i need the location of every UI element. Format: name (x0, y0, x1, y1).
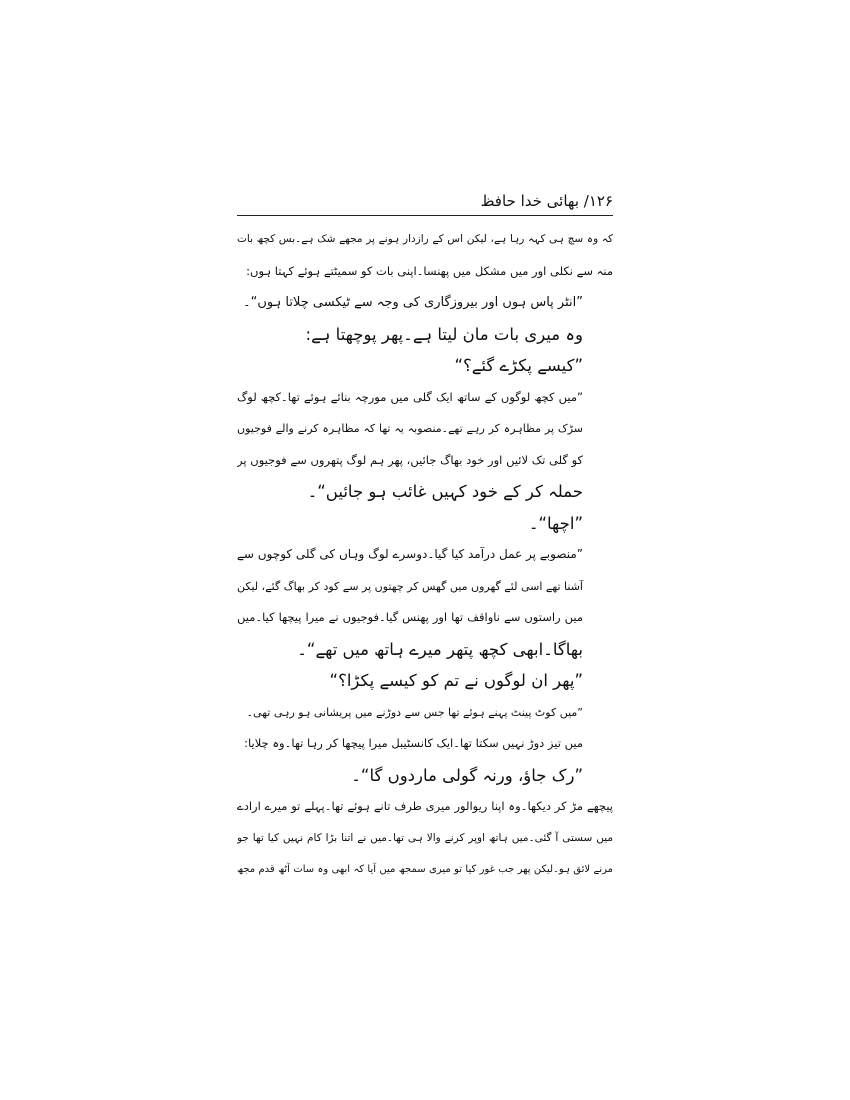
text-line: ”منصوبے پر عمل درآمد کیا گیا۔دوسرے لوگ وہاں کی گلی کوچوں سے (237, 547, 583, 561)
text-line: ”میں کچھ لوگوں کے ساتھ ایک گلی میں مورچہ بنائے ہوئے تھا۔کچھ لوگ (237, 389, 583, 404)
text-line: ”پھر ان لوگوں نے تم کو کیسے پکڑا؟“ (329, 671, 583, 690)
text-line: میں راستوں سے ناواقف تھا اور پھنس گیا۔فوجیوں نے میرا پیچھا کیا۔میں (237, 610, 583, 624)
text-line: ”اچھا“۔ (528, 513, 583, 533)
text-line: پیچھے مڑ کر دیکھا۔وہ اپنا ریوالور میری طرف تانے ہوئے تھا۔پہلے تو میرے ارادے (237, 799, 613, 813)
text-line: منہ سے نکلی اور میں مشکل میں پھنسا۔اپنی بات کو سمیٹتے ہوئے کہتا ہوں: (246, 263, 613, 278)
text-line: وہ میری بات مان لیتا ہے۔پھر پوچھتا ہے: (305, 324, 583, 344)
text-line: کہ وہ سچ ہی کہہ رہا ہے، لیکن اس کے رازدار ہونے پر مجھے شک ہے۔بس کچھ بات (237, 233, 613, 245)
text-line: ”کیسے پکڑے گئے؟“ (454, 356, 583, 375)
text-line: میں تیز دوڑ نہیں سکتا تھا۔ایک کانسٹیبل میرا پیچھا کر رہا تھا۔وہ چلایا: (244, 736, 583, 750)
text-line: مرنے لائق ہو۔لیکن پھر جب غور کیا تو میری سمجھ میں آیا کہ ابھی وہ سات آٹھ قدم مجھ (237, 864, 613, 875)
text-line: بھاگا۔ابھی کچھ پتھر میرے ہاتھ میں تھے“۔ (297, 639, 583, 659)
text-line: ”انٹر پاس ہوں اور بیروزگاری کی وجہ سے ٹیکسی چلاتا ہوں“۔ (243, 295, 583, 310)
header-rule (237, 215, 613, 216)
text-line: ”رک جاؤ، ورنہ گولی ماردوں گا“۔ (351, 765, 583, 785)
text-line: میں سستی آ گئی۔میں ہاتھ اوپر کرنے والا ہی تھا۔میں نے اتنا بڑا کام نہیں کیا تھا جو (237, 831, 613, 844)
text-line: کو گلی تک لائیں اور خود بھاگ جائیں، پھر ہم لوگ پتھروں سے فوجیوں پر (237, 452, 583, 467)
running-header: ۱۲۶/ بھائی خدا حافظ (480, 192, 613, 210)
body-text (237, 224, 613, 886)
text-line: آشنا تھے اسی لئے گھروں میں گھس کر چھتوں پر سے کود کر بھاگ گئے، لیکن (237, 579, 583, 593)
text-line: سڑک پر مظاہرہ کر رہے تھے۔منصوبہ یہ تھا کہ مظاہرہ کرنے والے فوجیوں (237, 422, 583, 435)
text-line: حملہ کر کے خود کہیں غائب ہو جائیں“۔ (307, 482, 583, 501)
text-line: ”میں کوٹ پینٹ پہنے ہوئے تھا جس سے دوڑنے میں پریشانی ہو رہی تھی۔ (246, 705, 583, 719)
